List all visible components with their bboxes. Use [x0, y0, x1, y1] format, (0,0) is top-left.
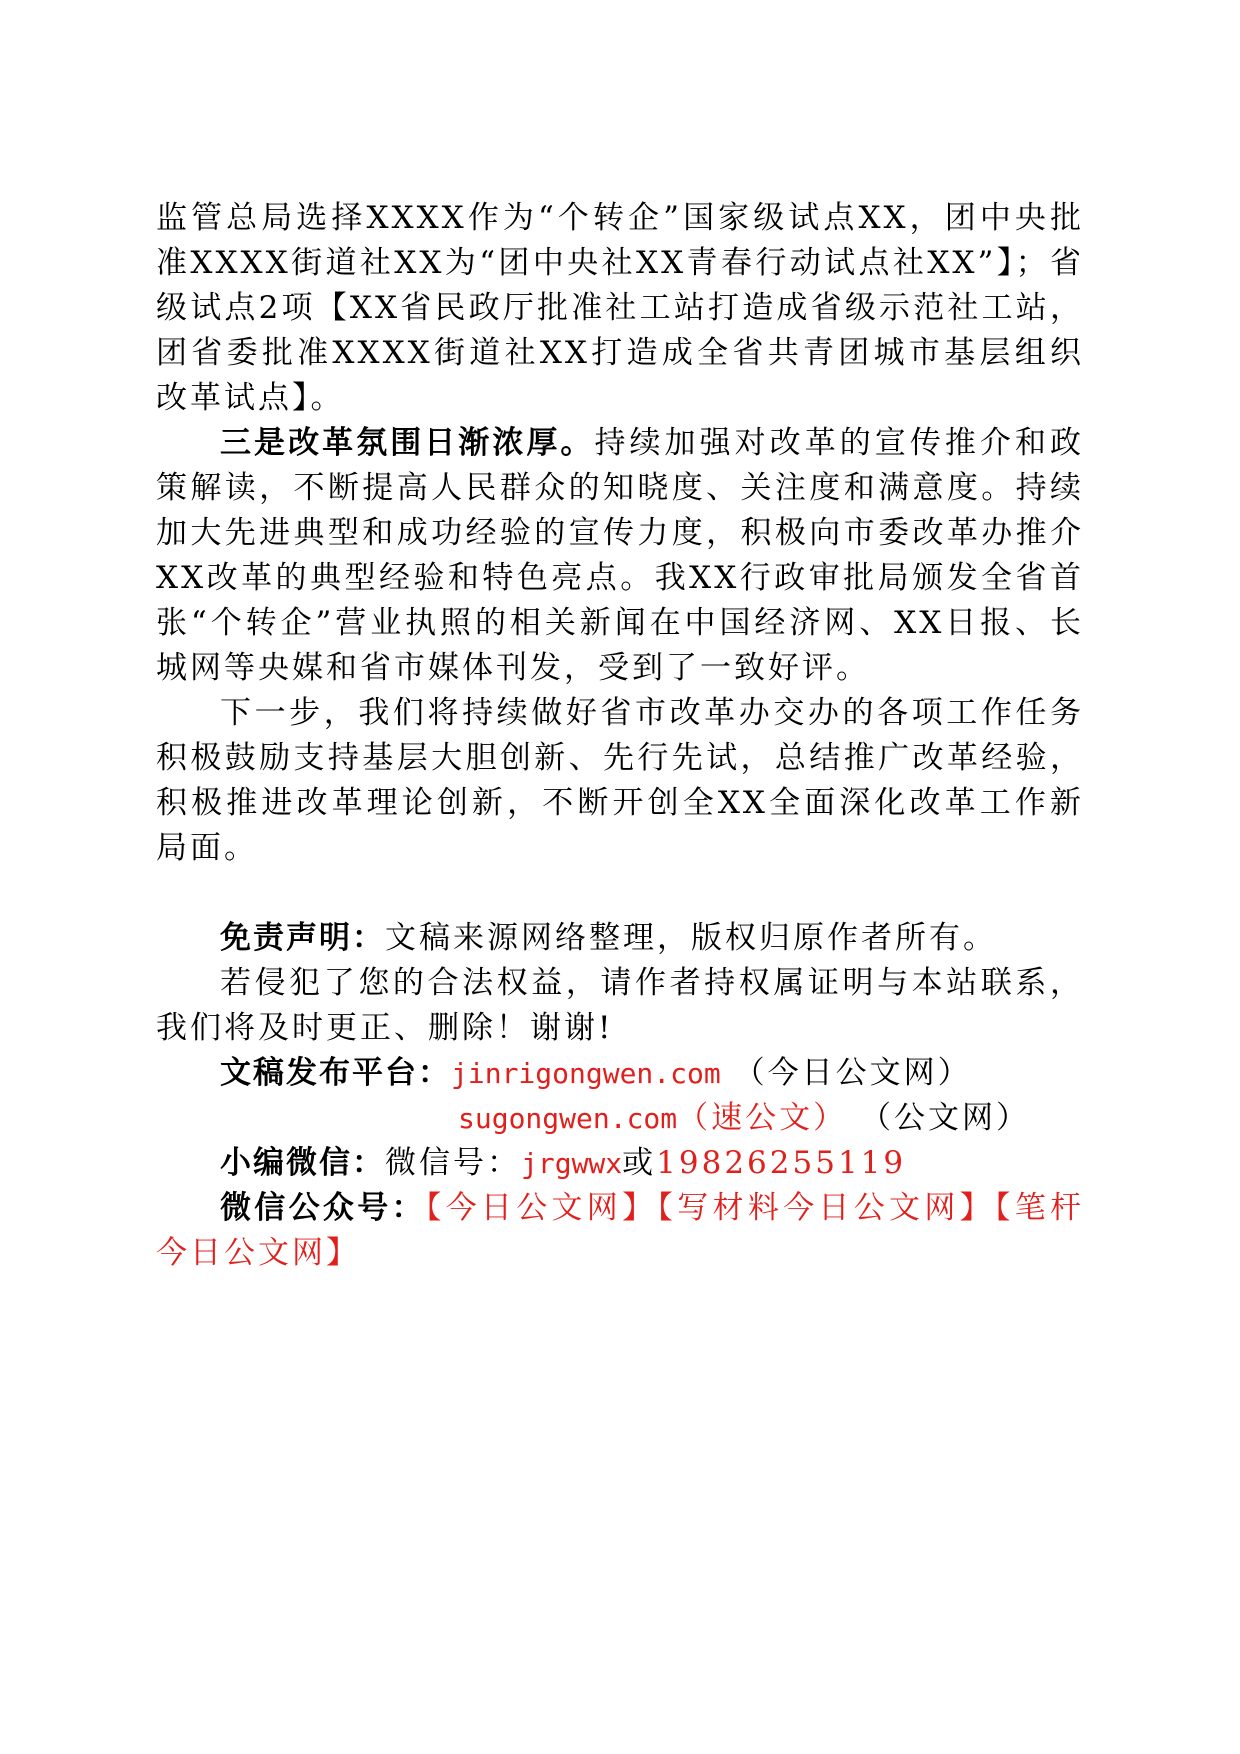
official-account-3: 【笔杆今日公文网】: [156, 1190, 1085, 1271]
disclaimer-label: 免责声明：: [220, 920, 385, 956]
platform-url-2-link[interactable]: sugongwen.com: [458, 1102, 678, 1135]
disclaimer-text: 文稿来源网络整理，版权归原作者所有。: [385, 920, 997, 956]
wechat-line: [156, 1141, 1084, 1186]
wechat-or: 或: [622, 1145, 657, 1181]
disclaimer-contact: 若侵犯了您的合法权益，请作者持权属证明与本站联系，我们将及时更正、删除！谢谢!: [156, 965, 1084, 1046]
paragraph-next-steps: 下一步，我们将持续做好省市改革办交办的各项工作任务积极鼓励支持基层大胆创新、先行先试，总结推广改革经验，积极推进改革理论创新，不断开创全XX全面深化改革工作新局面。: [156, 695, 1084, 866]
platform-url-link[interactable]: jinrigongwen.com: [451, 1057, 721, 1090]
wechat-phone: 19826255119: [656, 1145, 907, 1181]
wechat-label: 小编微信：: [220, 1145, 385, 1181]
platform-label: 文稿发布平台：: [220, 1055, 451, 1091]
platform-name-2-red: （速公文）: [677, 1100, 848, 1136]
wechat-id: jrgwwx: [521, 1147, 623, 1180]
platform-line: [156, 1051, 1084, 1096]
platform-line-2: [156, 1096, 1084, 1141]
document-body: [156, 196, 1084, 1276]
paragraph-heading: 三是改革氛围日渐浓厚。: [220, 425, 595, 461]
platform-name-2: （公文网）: [860, 1100, 1031, 1136]
official-account-label: 微信公众号：: [220, 1190, 426, 1226]
paragraph-text: 持续加强对改革的宣传推介和政策解读，不断提高人民群众的知晓度、关注度和满意度。持续加大先进典型和成功经验的宣传力度，积极向市委改革办推介XX改革的典型经验和特色亮点。我XX行政审批局颁发全省首张“个转企”营业执照的相关新闻在中国经济网、XX日报、长城网等央媒和省市媒体刊发，受到了一致好评。: [156, 425, 1085, 686]
official-account-2: 【写材料今日公文网】: [657, 1190, 995, 1226]
wechat-prefix: 微信号：: [385, 1145, 521, 1181]
official-account-line: [156, 1186, 1084, 1276]
platform-name: （今日公文网）: [733, 1055, 972, 1091]
disclaimer-line: [156, 916, 1084, 961]
paragraph-pilot-projects: 监管总局选择XXXX作为“个转企”国家级试点XX，团中央批准XXXX街道社XX为“团中央社XX青春行动试点社XX”】；省级试点2项【XX省民政厅批准社工站打造成省级示范社工站，团省委批准XXXX街道社XX打造成全省共青团城市基层组织改革试点】。: [156, 200, 1084, 416]
paragraph-reform-atmosphere: [156, 421, 1084, 691]
spacer: [156, 871, 1084, 916]
official-account-1: 【今日公文网】: [425, 1190, 658, 1226]
